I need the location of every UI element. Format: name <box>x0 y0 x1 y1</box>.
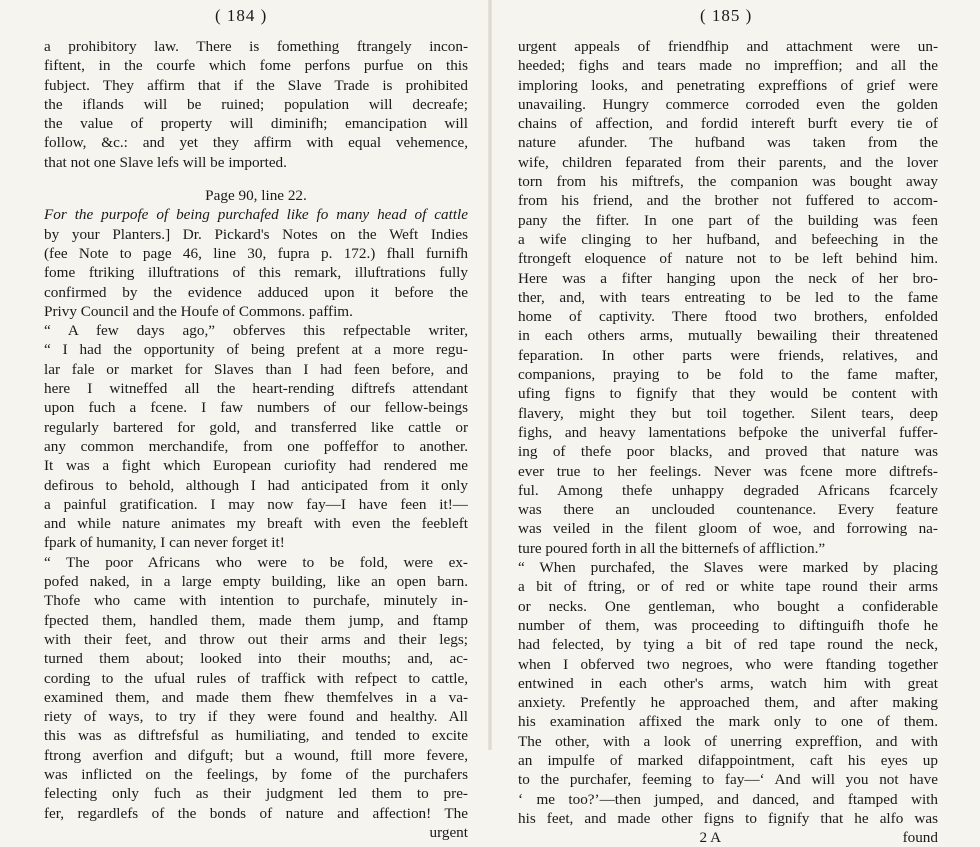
text-line: wife, children feparated from their parents, and the lover <box>518 153 938 171</box>
text-line: a bit of ftring, or of red or white tape round their arms <box>518 578 938 596</box>
text-line: confirmed by the evidence adduced upon it before the <box>44 283 468 301</box>
text-line: ‘ me too?’—then jumped, and danced, and ftamped with <box>518 790 938 808</box>
text-line: the value of property will diminifh; emancipation will <box>44 115 468 133</box>
text-line: entwined in each other's arms, watch him with great <box>518 674 938 692</box>
spacer <box>518 828 668 847</box>
text-line: this was as diftrefsful as humiliating, and tended to excite <box>44 727 468 745</box>
text-line: fome ftriking illuftrations of this remark, illuftrations fully <box>44 264 468 282</box>
text-line: Privy Council and the Houfe of Commons. paffim. <box>44 302 353 320</box>
text-line: ever true to her feelings. Never was fcene more diftrefs- <box>518 462 938 480</box>
text-line: an impulfe of marked difappointment, caft his eyes up <box>518 751 938 769</box>
text-line: felecting only fuch as their judgment led them to pre- <box>44 785 468 803</box>
left-page-number: ( 184 ) <box>215 6 268 25</box>
text-line: fpected them, handled them, made them jump, and ftamp <box>44 611 468 629</box>
text-line: upon fuch a fcene. I faw numbers of our fellow-beings <box>44 399 468 417</box>
right-page-number: ( 185 ) <box>700 6 753 25</box>
text-line: fubject. They affirm that if the Slave Trade is prohibited <box>44 76 468 94</box>
text-line: imploring looks, and penetrating expreffions of grief were <box>518 76 938 94</box>
text-line: in each others arms, mutually bewailing their threatened <box>518 327 938 345</box>
text-line: a painful gratification. I may now fay—I have feen it!— <box>44 495 468 513</box>
text-line: feparation. In other parts were friends, relatives, and <box>518 346 938 364</box>
text-line: with their feet, and throw out their arms and their legs; <box>44 630 468 648</box>
text-line: riety of ways, to try if they were found and healthy. All <box>44 708 468 726</box>
text-line: ture poured forth in all the bitternefs of affliction.” <box>518 539 826 557</box>
text-line: pofed naked, in a large empty building, like an open barn. <box>44 573 468 591</box>
text-line: urgent appeals of friendfhip and attachment were un- <box>518 38 938 55</box>
text-line: nature afunder. The hufband was taken from the <box>518 134 938 152</box>
left-page <box>0 0 490 841</box>
text-line: “ When purchafed, the Slaves were marked by placing <box>518 559 938 577</box>
text-line: turned them about; looked into their mouths; and, ac- <box>44 650 468 668</box>
text-line: regularly bartered for gold, and transferred like cattle or <box>44 418 468 436</box>
text-line: Here was a fifter hanging upon the neck of her bro- <box>518 269 938 287</box>
text-line: unavailing. Hungry commerce corroded even the golden <box>518 95 938 113</box>
text-line: ther, and, with tears entreating to be led to the fame <box>518 288 938 306</box>
text-line: “ I had the opportunity of being prefent at a more regu- <box>44 341 468 359</box>
catchword: urgent <box>429 823 468 841</box>
text-line: was veiled in the filent gloom of woe, and forrowing na- <box>518 520 938 538</box>
text-line: here I witneffed all the heart-rending diftrefs attendant <box>44 380 468 398</box>
text-line: home of captivity. There ftood two brothers, enfolded <box>518 308 938 326</box>
signature-mark: 2 A <box>699 829 722 847</box>
text-line: defirous to behold, although I had anticipated from it only <box>44 476 468 494</box>
right-page-text <box>518 37 938 847</box>
text-line: companions, praying to be fold to the fame mafter, <box>518 366 938 384</box>
text-line: that not one Slave lefs will be imported. <box>44 153 287 171</box>
text-line: ftrongeft eloquence of nature not to be left behind him. <box>518 250 938 268</box>
text-line: heeded; fighs and tears made no impreffion; and all the <box>518 57 938 75</box>
text-line: torn from his miftrefs, the companion was bought away <box>518 173 938 191</box>
text-line: fighs, and heavy lamentations befpoke the univerfal fuffer- <box>518 423 938 441</box>
right-page <box>490 0 980 847</box>
text-line: any common merchandife, from one poffeffor to another. <box>44 437 468 455</box>
text-line: The other, with a look of unerring expreffion, and with <box>518 732 938 750</box>
text-line: had felected, by tying a bit of red tape round the neck, <box>518 636 938 654</box>
text-line: Thofe who came with intention to purchafe, minutely in- <box>44 592 468 610</box>
text-line: follow, &c.: and yet they affirm with equal vehemence, <box>44 134 468 152</box>
text-line: to the purchafer, feeming to fay—‘ And will you not have <box>518 771 938 789</box>
text-line: “ The poor Africans who were to be fold, were ex- <box>44 553 468 571</box>
text-line: by your Planters.] Dr. Pickard's Notes on the Weft Indies <box>44 225 468 243</box>
text-line: lar fale or market for Slaves than I had feen before, and <box>44 360 468 378</box>
text-line: fer, regardlefs of the bonds of nature and affection! The <box>44 804 468 822</box>
text-line: pany the fifter. In one part of the building was feen <box>518 211 938 229</box>
text-line: cording to the ufual rules of traffick with refpect to cattle, <box>44 669 468 687</box>
section-gap <box>44 172 468 186</box>
text-line: and while nature animates my breaft with even the feebleft <box>44 515 468 533</box>
text-line: his examination affixed the mark only to one of them. <box>518 713 938 731</box>
text-line: a prohibitory law. There is fomething ftrangely incon- <box>44 38 468 55</box>
text-line: from his friend, and the brother not fuffered to accom- <box>518 192 938 210</box>
text-line: fiftent, in the courfe which fome perfons purfue on this <box>44 57 468 75</box>
text-line: For the purpofe of being purchafed like fo many head of cattle <box>44 206 468 224</box>
text-line: examined them, and made them fhew themfelves in a va- <box>44 688 468 706</box>
text-line: It was a fight which European curiofity had rendered me <box>44 457 468 475</box>
text-line: when I obferved two negroes, who were ftanding together <box>518 655 938 673</box>
text-line: ftrong averfion and difguft; but a wound, ftill more fevere, <box>44 746 468 764</box>
text-line: ful. Among thefe unhappy degraded Africans fcarcely <box>518 481 938 499</box>
text-line: a wife clinging to her hufband, and befeeching in the <box>518 230 938 248</box>
text-line: ing of thefe poor blacks, and proved that nature was <box>518 443 938 461</box>
page-footer <box>518 828 938 847</box>
text-line: his feet, and made other figns to fignify that he alfo was <box>518 809 938 827</box>
text-line: number of them, was proceeding to diftinguifh thofe he <box>518 616 938 634</box>
text-line: or necks. One gentleman, who bought a confiderable <box>518 597 938 615</box>
note-heading: Page 90, line 22. <box>205 187 307 205</box>
text-line: ufing figns to fignify that they would be content with <box>518 385 938 403</box>
text-line: the iflands will be ruined; population will decreafe; <box>44 95 468 113</box>
left-page-text <box>44 37 468 842</box>
text-line: flavery, might they but toil together. Silent tears, deep <box>518 404 938 422</box>
text-line: anxiety. Prefently he approached them, and after making <box>518 694 938 712</box>
catchword: found <box>902 829 938 847</box>
text-line: “ A few days ago,” obferves this refpectable writer, <box>44 322 468 340</box>
text-line: was there an unclouded countenance. Every feature <box>518 501 938 519</box>
text-line: (fee Note to page 46, line 30, fupra p. 172.) fhall furnifh <box>44 244 468 262</box>
text-line: was inflicted on the feelings, by fome of the purchafers <box>44 765 468 783</box>
text-line: fpark of humanity, I can never forget it! <box>44 534 285 552</box>
text-line: chains of affection, and fordid intereft burft every tie of <box>518 115 938 133</box>
